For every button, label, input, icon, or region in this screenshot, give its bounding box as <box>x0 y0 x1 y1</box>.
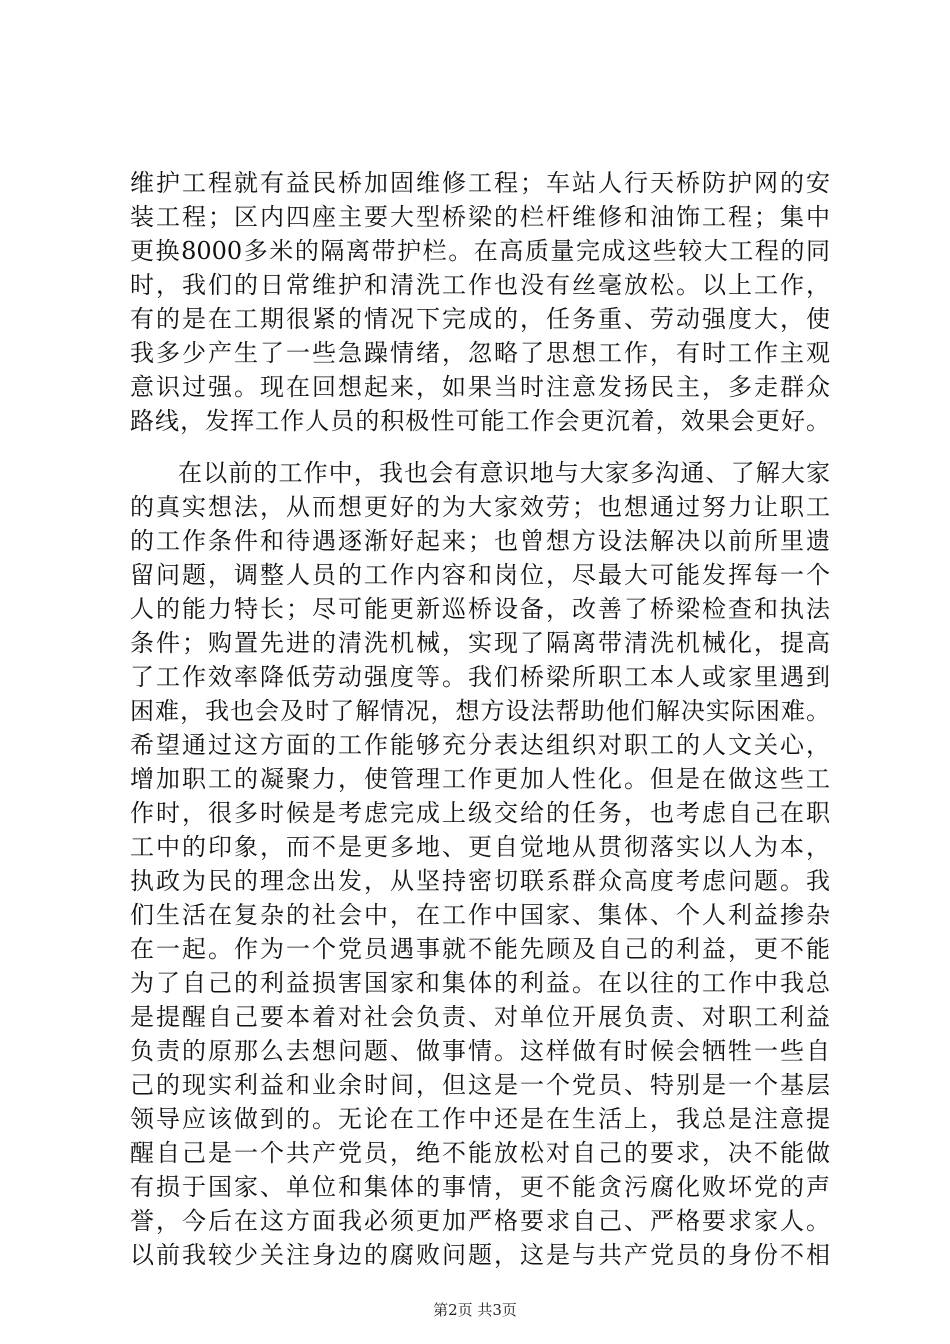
text-line: 路线，发挥工作人员的积极性可能工作会更沉着，效果会更好。 <box>130 407 830 435</box>
text-line: 执政为民的理念出发，从坚持密切联系群众高度考虑问题。我 <box>130 867 830 895</box>
text-line: 的真实想法，从而想更好的为大家效劳；也想通过努力让职工 <box>130 493 830 521</box>
text-line: 负责的原那么去想问题、做事情。这样做有时候会牺牲一些自 <box>130 1037 830 1065</box>
text-line: 是提醒自己要本着对社会负责、对单位开展负责、对职工利益 <box>130 1003 830 1031</box>
text-line: 人的能力特长；尽可能更新巡桥设备，改善了桥梁检查和执法 <box>130 595 830 623</box>
text-line: 作时，很多时候是考虑完成上级交给的任务，也考虑自己在职 <box>130 799 830 827</box>
text-line: 困难，我也会及时了解情况，想方设法帮助他们解决实际困难。 <box>130 697 830 725</box>
text-line: 维护工程就有益民桥加固维修工程；车站人行天桥防护网的安 <box>130 169 830 197</box>
text-line: 领导应该做到的。无论在工作中还是在生活上，我总是注意提 <box>130 1105 830 1133</box>
text-line: 在以前的工作中，我也会有意识地与大家多沟通、了解大家 <box>178 459 830 487</box>
text-line: 增加职工的凝聚力，使管理工作更加人性化。但是在做这些工 <box>130 765 830 793</box>
text-line: 有的是在工期很紧的情况下完成的，任务重、劳动强度大，使 <box>130 305 830 333</box>
text-line: 己的现实利益和业余时间，但这是一个党员、特别是一个基层 <box>130 1071 830 1099</box>
text-line: 条件；购置先进的清洗机械，实现了隔离带清洗机械化，提高 <box>130 629 830 657</box>
text-line: 装工程；区内四座主要大型桥梁的栏杆维修和油饰工程；集中 <box>130 203 830 231</box>
text-line: 醒自己是一个共产党员，绝不能放松对自己的要求，决不能做 <box>130 1139 830 1167</box>
text-line: 意识过强。现在回想起来，如果当时注意发扬民主，多走群众 <box>130 373 830 401</box>
text-line: 以前我较少关注身边的腐败问题，这是与共产党员的身份不相 <box>130 1241 830 1269</box>
text-line: 希望通过这方面的工作能够充分表达组织对职工的人文关心， <box>130 731 830 759</box>
text-line: 了工作效率降低劳动强度等。我们桥梁所职工本人或家里遇到 <box>130 663 830 691</box>
text-line: 留问题，调整人员的工作内容和岗位，尽最大可能发挥每一个 <box>130 561 830 589</box>
page-number-footer: 第2页 共3页 <box>433 1301 517 1319</box>
text-line: 我多少产生了一些急躁情绪，忽略了思想工作，有时工作主观 <box>130 339 830 367</box>
text-line: 为了自己的利益损害国家和集体的利益。在以往的工作中我总 <box>130 969 830 997</box>
text-line: 誉，今后在这方面我必须更加严格要求自己、严格要求家人。 <box>130 1207 830 1235</box>
text-line: 在一起。作为一个党员遇事就不能先顾及自己的利益，更不能 <box>130 935 830 963</box>
text-line: 的工作条件和待遇逐渐好起来；也曾想方设法解决以前所里遗 <box>130 527 830 555</box>
text-line: 更换8000多米的隔离带护栏。在高质量完成这些较大工程的同 <box>130 237 830 265</box>
text-line: 时，我们的日常维护和清洗工作也没有丝毫放松。以上工作， <box>130 271 830 299</box>
text-line: 有损于国家、单位和集体的事情，更不能贪污腐化败坏党的声 <box>130 1173 830 1201</box>
text-line: 工中的印象，而不是更多地、更自觉地从贯彻落实以人为本， <box>130 833 830 861</box>
text-line: 们生活在复杂的社会中，在工作中国家、集体、个人利益掺杂 <box>130 901 830 929</box>
